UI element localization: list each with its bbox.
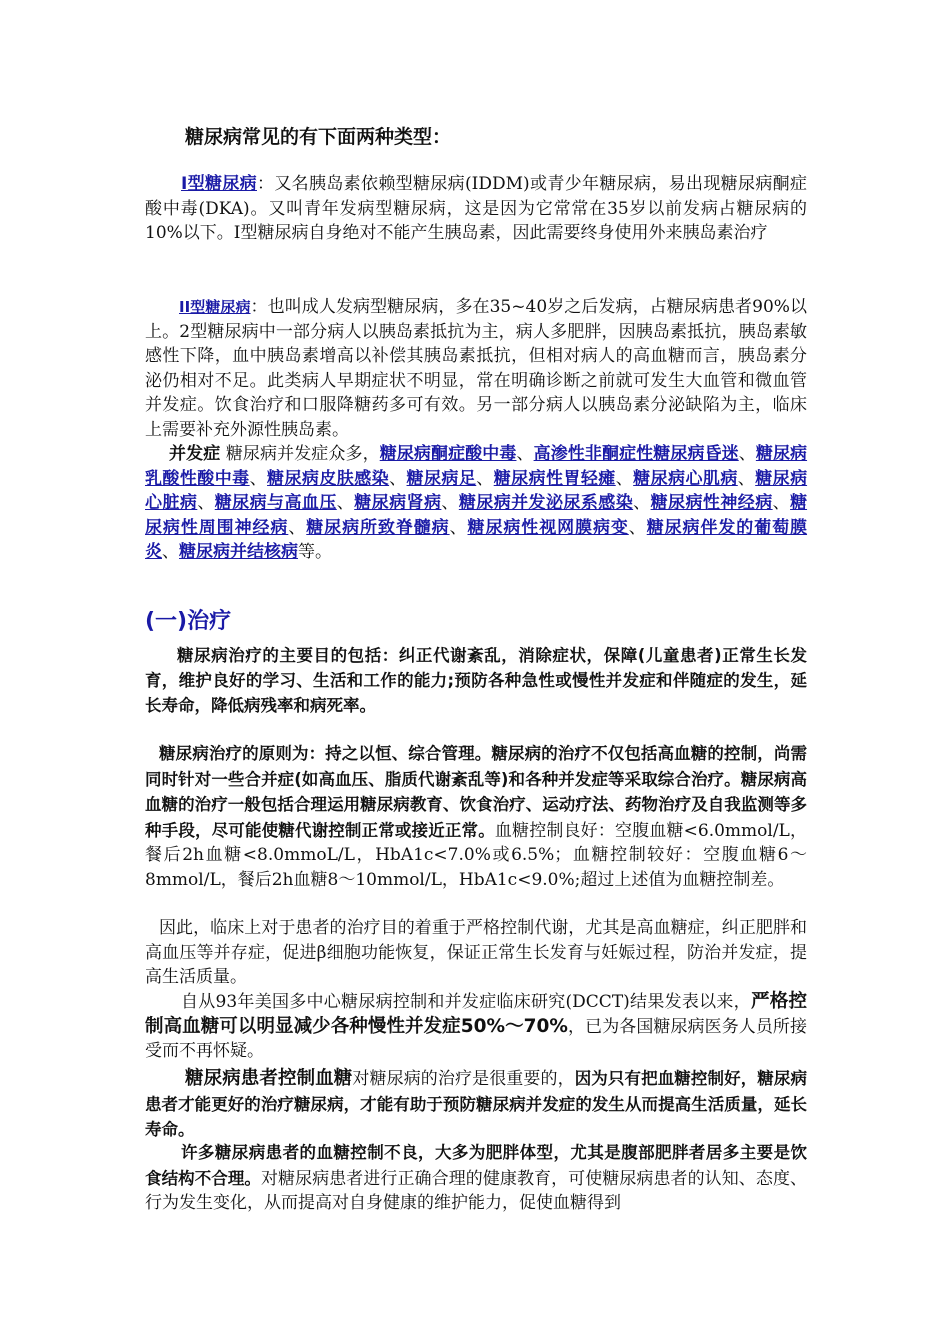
type2-sep: ： [250,297,268,317]
type1-sep: ： [257,174,275,194]
type1-link[interactable]: Ⅰ型糖尿病 [181,174,257,194]
control-bold: 因为只有把血糖控制好，糖尿病患者才能更好的治疗糖尿病，才能有助于预防糖尿病并发症的发生从而提高生活质量，延长寿命。 [145,1069,807,1139]
complication-link[interactable]: 糖尿病性视网膜病变 [467,517,629,538]
complication-link[interactable]: 糖尿病心肌病 [633,468,738,489]
obesity-bold: 许多糖尿病患者的血糖控制不良，大多为肥胖体型，尤其是腹部肥胖者居多主要是饮食结构不合理。 [145,1143,807,1188]
complication-link[interactable]: 高渗性非酮症性糖尿病昏迷 [533,444,739,464]
principle-bold: 糖尿病治疗的原则为：持之以恒、综合管理。糖尿病的治疗不仅包括高血糖的控制，尚需同时针对一些合并症(如高血压、脂质代谢紊乱等)和各种并发症等采取综合治疗。糖尿病高血糖的治疗一般包括合理运用糖尿病教育、饮食治疗、运动疗法、药物治疗及自我监测等多种手段，尽可能使糖代谢控制正常或接近正常。 [145,744,807,840]
control-paragraph [145,1066,807,1143]
complications-label: 并发症 [169,444,221,464]
complication-link[interactable]: 糖尿病并发泌尿系感染 [458,493,634,513]
control-normal: 对糖尿病的治疗是很重要的， [352,1069,575,1089]
complication-link[interactable]: 糖尿病性周围神经病 [145,493,808,538]
complication-link[interactable]: 糖尿病与高血压 [214,493,337,513]
complication-link[interactable]: 糖尿病所致脊髓病 [306,517,450,538]
complication-separator: 、 [288,517,307,538]
control-big: 糖尿病患者控制血糖 [185,1068,353,1089]
complication-separator: 、 [738,444,756,464]
complication-link[interactable]: 糖尿病肾病 [354,493,442,513]
complication-separator: 、 [336,493,355,513]
dcct-pre: 自从93年美国多中心糖尿病控制和并发症临床研究(DCCT)结果发表以来， [181,992,751,1012]
complication-separator: 、 [633,493,651,513]
goal-paragraph: 糖尿病治疗的主要目的包括：纠正代谢紊乱，消除症状，保障(儿童患者)正常生长发育，维护良好的学习、生活和工作的能力;预防各种急性或慢性并发症和伴随症的发生，延长寿命，降低病残率和病死率。 [145,646,807,715]
complication-separator: 、 [476,468,494,489]
type1-paragraph [145,172,807,246]
complication-link[interactable]: 糖尿病心脏病 [145,468,808,513]
complication-link[interactable]: 糖尿病并结核病 [179,542,298,562]
complication-separator: 、 [249,468,268,489]
complication-link[interactable]: 糖尿病乳酸性酸中毒 [145,444,808,489]
therefore-paragraph: 因此，临床上对于患者的治疗目的着重于严格控制代谢，尤其是高血糖症，纠正肥胖和高血压等并存症，促进β细胞功能恢复，保证正常生长发育与妊娠过程，防治并发症，提高生活质量。 [145,918,807,987]
obesity-normal: 对糖尿病患者进行正确合理的健康教育，可使糖尿病患者的认知、态度、行为发生变化，从而提高对自身健康的维护能力，促使血糖得到 [145,1168,808,1213]
complication-separator: 、 [162,542,179,562]
dcct-post: ，已为各国糖尿病医务人员所接受而不再怀疑。 [145,1016,807,1061]
complication-separator: 、 [628,517,647,538]
type2-paragraph [145,295,807,442]
complication-separator: 、 [389,468,407,489]
dcct-bold: 严格控制高血糖可以明显减少各种慢性并发症50%～70% [145,991,807,1037]
complications-end: 等。 [298,542,332,562]
complication-separator: 、 [197,493,215,513]
types-heading: 糖尿病常见的有下面两种类型： [185,126,452,148]
complication-link[interactable]: 糖尿病性胃轻瘫 [493,468,616,489]
type1-text: 又名胰岛素依赖型糖尿病(IDDM)或青少年糖尿病，易出现糖尿病酮症酸中毒(DKA)。又叫青年发病型糖尿病，这是因为它常常在35岁以前发病占糖尿病的10%以下。Ⅰ型糖尿病自身绝对不能产生胰岛素，因此需要终身使用外来胰岛素治疗 [145,174,808,243]
complications-paragraph [145,442,807,565]
type2-text: 也叫成人发病型糖尿病，多在35~40岁之后发病，占糖尿病患者90%以上。2型糖尿病中一部分病人以胰岛素抵抗为主，病人多肥胖，因胰岛素抵抗，胰岛素敏感性下降，血中胰岛素增高以补偿其胰岛素抵抗，但相对病人的高血糖而言，胰岛素分泌仍相对不足。此类病人早期症状不明显，常在明确诊断之前就可发生大血管和微血管并发症。饮食治疗和口服降糖药多可有效。另一部分病人以胰岛素分泌缺陷为主，临床上需要补充外源性胰岛素。 [145,297,807,440]
type2-link[interactable]: II型糖尿病 [179,298,251,316]
complication-link[interactable]: 糖尿病皮肤感染 [267,468,390,489]
obesity-paragraph [145,1140,807,1216]
section-title: (一)治疗 [145,609,232,634]
dcct-paragraph [145,990,807,1064]
complication-separator: 、 [615,468,634,489]
complication-separator: 、 [772,493,791,513]
complications-intro: 糖尿病并发症众多， [225,444,380,464]
complication-link[interactable]: 糖尿病伴发的葡萄膜炎 [145,517,808,562]
complication-separator: 、 [449,517,468,538]
complication-separator: 、 [516,444,534,464]
complication-link[interactable]: 糖尿病性神经病 [650,493,773,513]
complication-link[interactable]: 糖尿病酮症酸中毒 [379,444,517,464]
principle-paragraph [145,741,807,892]
complication-link[interactable]: 糖尿病足 [406,468,477,489]
principle-normal: 血糖控制良好：空腹血糖<6.0mmol/L，餐后2h血糖<8.0mmoL/L，HbA1c<7.0%或6.5%；血糖控制较好：空腹血糖6～8mmol/L，餐后2h血糖8～10mmol/L，HbA1c<9.0%;超过上述值为血糖控制差。 [145,820,808,890]
complication-separator: 、 [441,493,459,513]
complication-separator: 、 [737,468,756,489]
